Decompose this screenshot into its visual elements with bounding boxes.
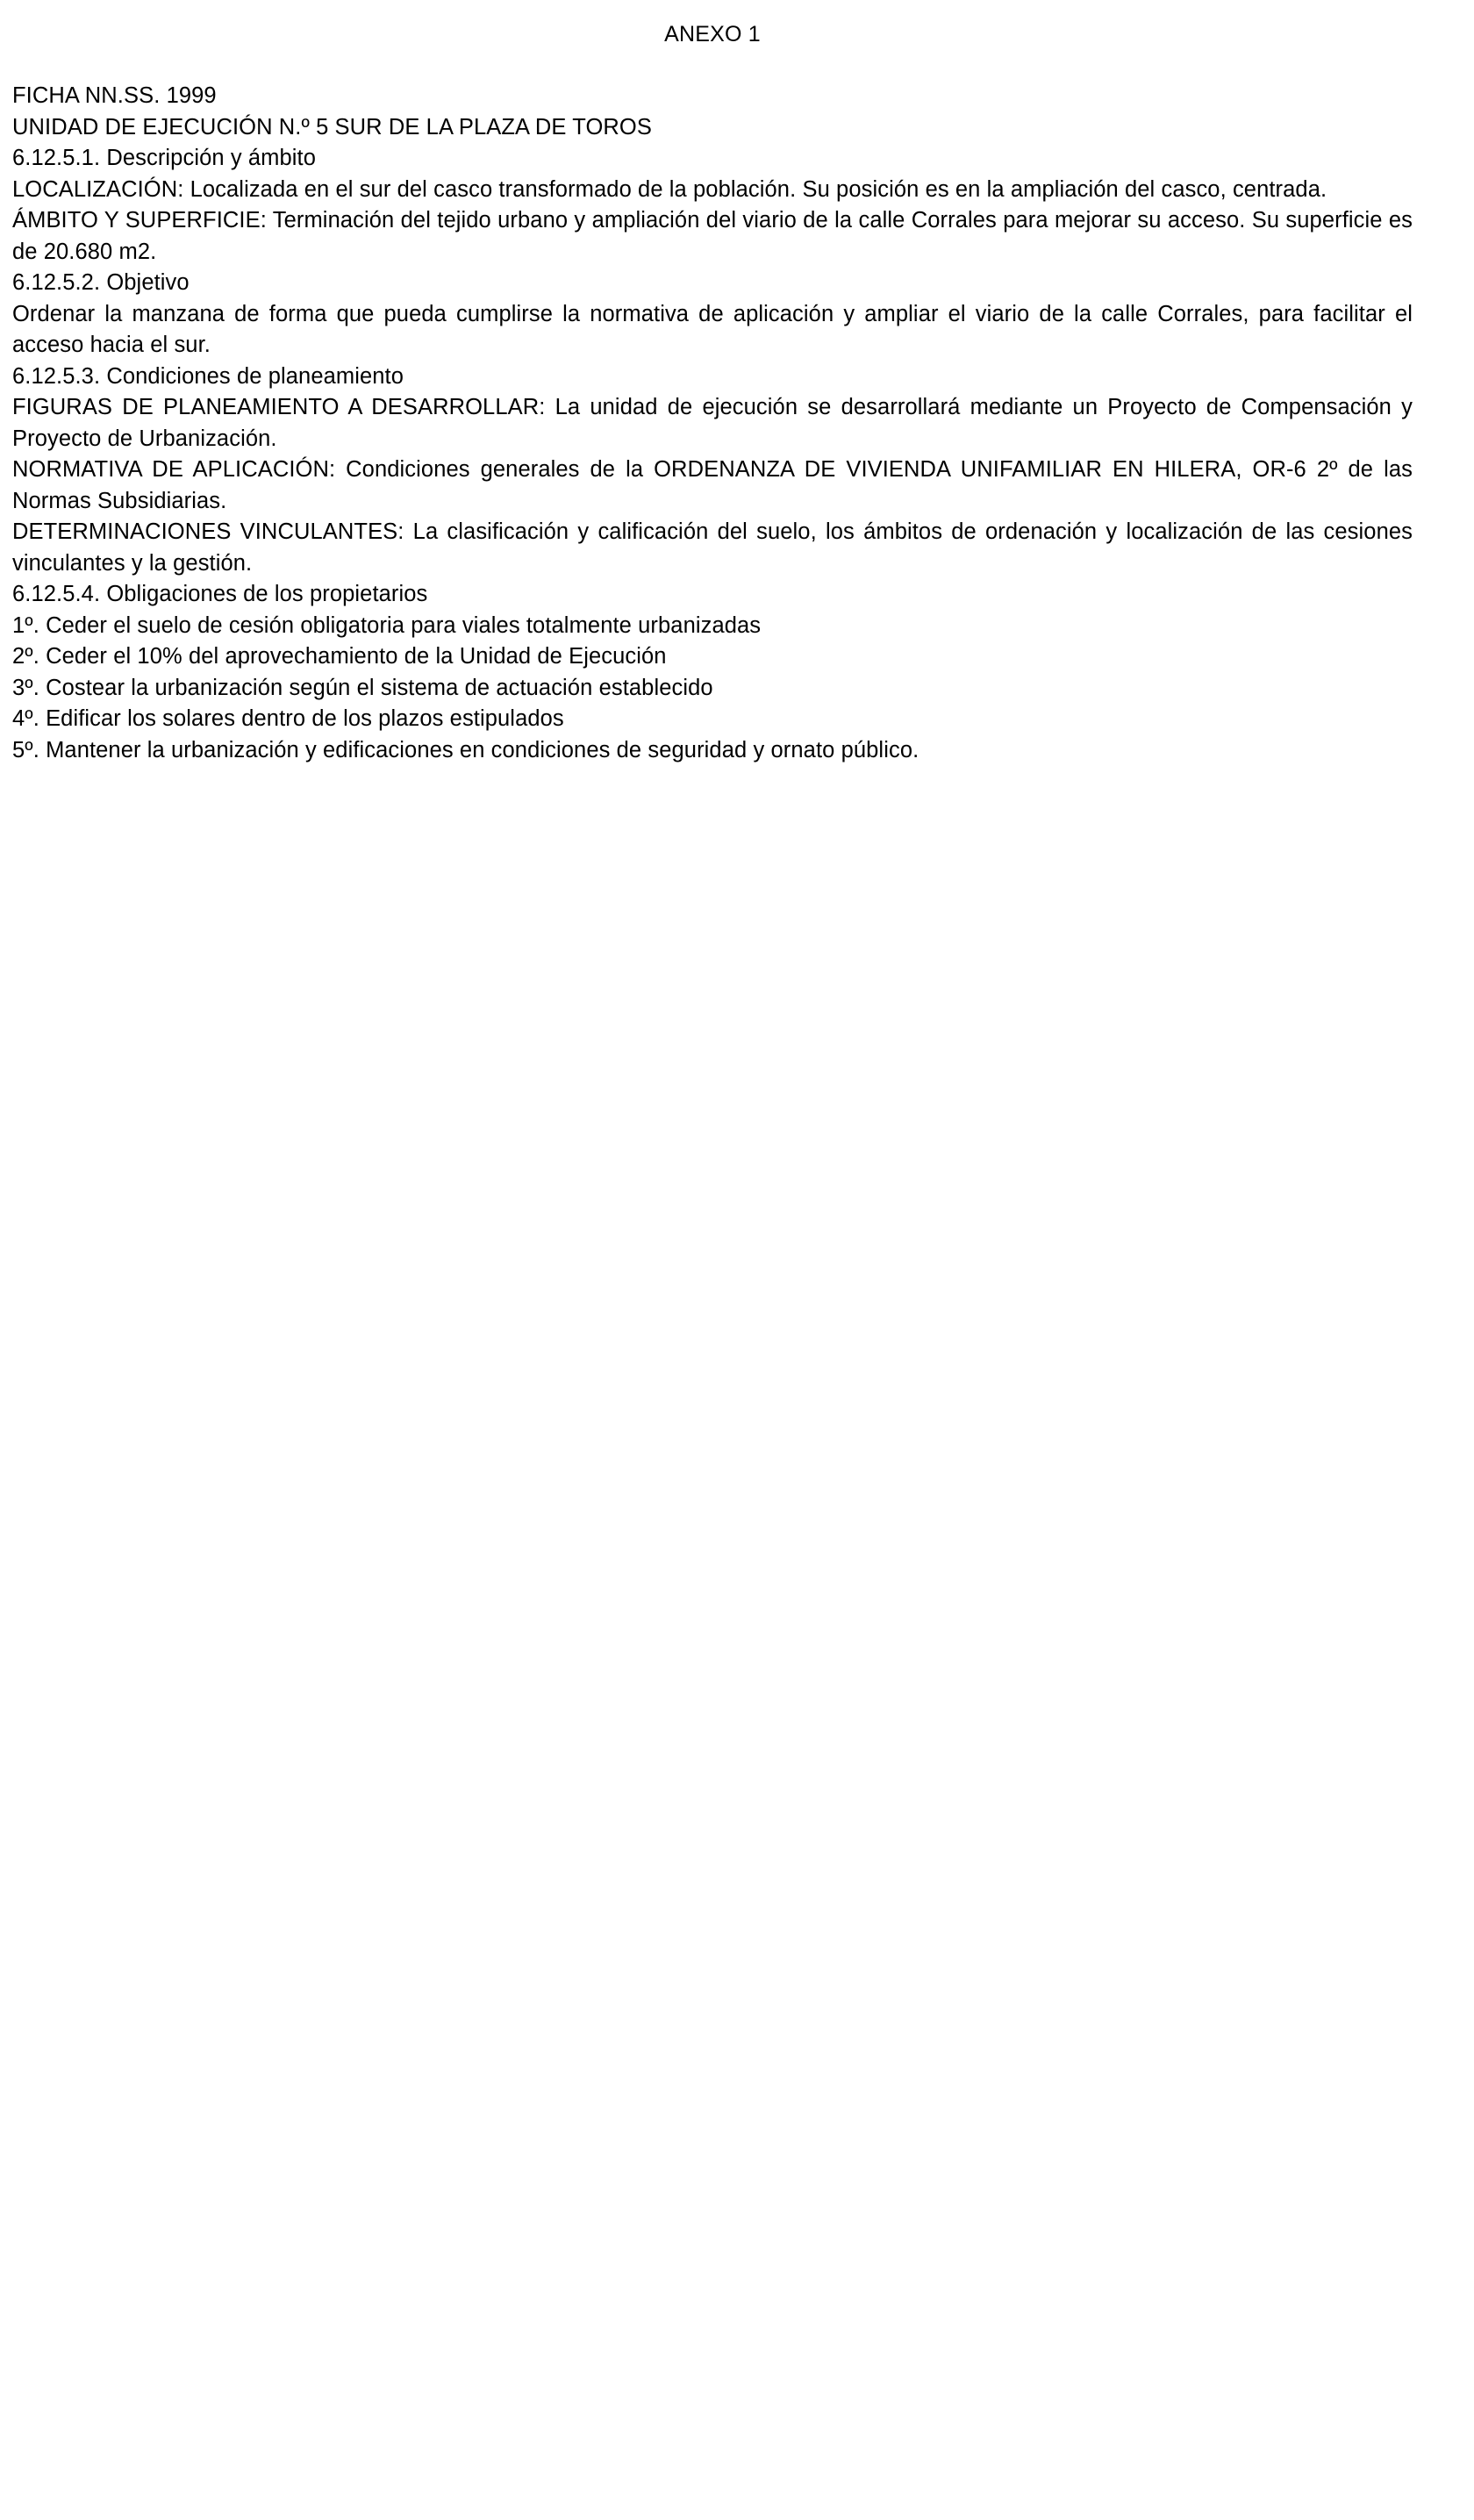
paragraph-determinaciones-vinculantes: DETERMINACIONES VINCULANTES: La clasificación y calificación del suelo, los ámbitos de ordenación y localización de las cesiones vinculantes y la gestión. <box>12 519 1413 576</box>
list-item-obligacion-2: 2º. Ceder el 10% del aprovechamiento de la Unidad de Ejecución <box>12 644 667 669</box>
heading-6-12-5-4: 6.12.5.4. Obligaciones de los propietarios <box>12 582 428 606</box>
document-body <box>12 81 1413 766</box>
paragraph-localizacion: LOCALIZACIÓN: Localizada en el sur del casco transformado de la población. Su posición es en la ampliación del casco, centrada. <box>12 176 1327 202</box>
paragraph-ambito-superficie: ÁMBITO Y SUPERFICIE: Terminación del tejido urbano y ampliación del viario de la calle Corrales para mejorar su acceso. Su superficie es de 20.680 m2. <box>12 208 1413 264</box>
heading-6-12-5-1: 6.12.5.1. Descripción y ámbito <box>12 146 317 170</box>
heading-6-12-5-2: 6.12.5.2. Objetivo <box>12 270 190 295</box>
list-item-obligacion-3: 3º. Costear la urbanización según el sistema de actuación establecido <box>12 675 713 700</box>
paragraph-normativa-aplicacion: NORMATIVA DE APLICACIÓN: Condiciones generales de la ORDENANZA DE VIVIENDA UNIFAMILIAR EN HILERA, OR-6 2º de las Normas Subsidiarias. <box>12 457 1413 513</box>
paragraph-unidad-ejecucion: UNIDAD DE EJECUCIÓN N.º 5 SUR DE LA PLAZA DE TOROS <box>12 114 652 140</box>
paragraph-figuras-planeamiento: FIGURAS DE PLANEAMIENTO A DESARROLLAR: La unidad de ejecución se desarrollará mediante un Proyecto de Compensación y Proyecto de Urbanización. <box>12 395 1413 451</box>
page-title: ANEXO 1 <box>664 22 761 47</box>
list-item-obligacion-1: 1º. Ceder el suelo de cesión obligatoria para viales totalmente urbanizadas <box>12 612 762 638</box>
paragraph-objetivo: Ordenar la manzana de forma que pueda cumplirse la normativa de aplicación y ampliar el viario de la calle Corrales, para facilitar el acceso hacia el sur. <box>12 301 1413 357</box>
heading-6-12-5-3: 6.12.5.3. Condiciones de planeamiento <box>12 363 404 389</box>
list-item-obligacion-4: 4º. Edificar los solares dentro de los plazos estipulados <box>12 706 564 731</box>
list-item-obligacion-5: 5º. Mantener la urbanización y edificaciones en condiciones de seguridad y ornato público. <box>12 737 919 762</box>
paragraph-ficha: FICHA NN.SS. 1999 <box>12 83 217 108</box>
